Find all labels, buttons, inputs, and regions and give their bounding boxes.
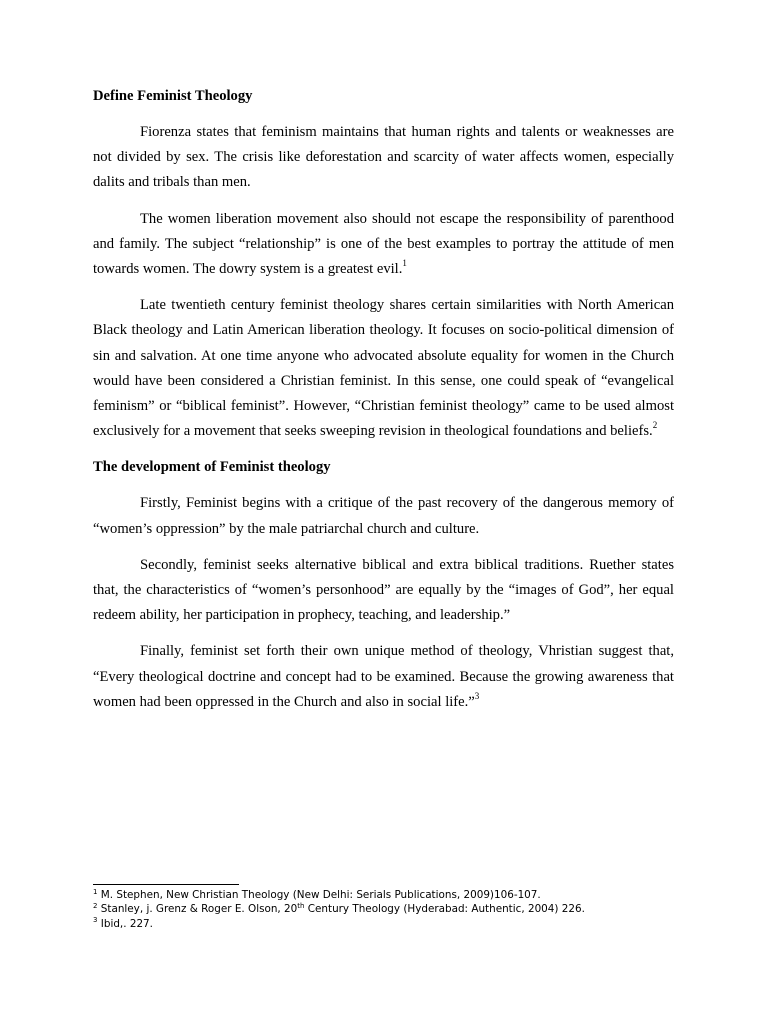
- paragraph: [93, 293, 674, 444]
- footnote: [93, 888, 674, 902]
- footnote-superscript: th: [297, 901, 305, 910]
- footnote-separator: [93, 884, 239, 885]
- paragraph: [93, 553, 674, 629]
- footnote: [93, 902, 674, 916]
- section-heading-define: Define Feminist Theology: [93, 88, 253, 104]
- footnote-mark: 2: [93, 901, 98, 910]
- section-heading-development: The development of Feminist theology: [93, 459, 331, 476]
- footnote-text: M. Stephen, New Christian Theology (New Delhi: Serials Publications, 2009)106-107.: [100, 889, 541, 901]
- paragraph: [93, 491, 674, 541]
- paragraph-text: The women liberation movement also should not escape the responsibility of parenthood and family. The subject “relationship” is one of the best examples to portray the attitude of men towards women. The dowry system is a greatest evil.: [93, 210, 674, 278]
- footnotes: [93, 884, 674, 931]
- footnote-text: Ibid,. 227.: [100, 917, 153, 930]
- paragraph-text: Fiorenza states that feminism maintains that human rights and talents or weaknesses are not divided by sex. The crisis like deforestation and scarcity of water affects women, especially dalits and tribals than men.: [93, 124, 674, 191]
- footnote-reference[interactable]: 2: [652, 420, 658, 431]
- paragraph: [93, 120, 674, 196]
- footnote-text: Stanley, j. Grenz & Roger E. Olson, 20: [100, 903, 298, 916]
- footnote-text-continued: Century Theology (Hyderabad: Authentic, 2004) 226.: [304, 903, 585, 916]
- footnote-mark: 1: [93, 887, 98, 896]
- paragraph: [93, 207, 674, 283]
- footnote-mark: 3: [93, 916, 98, 925]
- paragraph-text: Late twentieth century feminist theology shares certain similarities with North American Black theology and Latin American liberation theology. It focuses on socio-political dimension of sin and salvation. At one time anyone who advocated absolute equality for women in the Church would have been considered a Christian feminist. In this sense, one could speak of “evangelical feminism” or “biblical feminist”. However, “Christian feminist theology” came to be used almost exclusively for a movement that seeks sweeping revision in theological foundations and beliefs.: [93, 297, 674, 440]
- footnote-reference[interactable]: 3: [474, 691, 480, 701]
- paragraph: [93, 639, 674, 715]
- document-body: [93, 84, 674, 715]
- paragraph-text: Firstly, Feminist begins with a critique of the past recovery of the dangerous memory of “women’s oppression” by the male patriarchal church and culture.: [93, 495, 674, 537]
- footnote-reference[interactable]: 1: [402, 258, 407, 269]
- paragraph-text: Secondly, feminist seeks alternative biblical and extra biblical traditions. Ruether states that, the characteristics of “women’s personhood” are equally by the “images of God”, her equal redeem ability, her participation in prophecy, teaching, and leadership.”: [93, 556, 674, 624]
- paragraph-text: Finally, feminist set forth their own unique method of theology, Vhristian suggest that, “Every theological doctrine and concept had to be examined. Because the growing awareness that women had been oppressed in the Church and also in social life.”: [93, 643, 674, 710]
- footnote: [93, 917, 674, 931]
